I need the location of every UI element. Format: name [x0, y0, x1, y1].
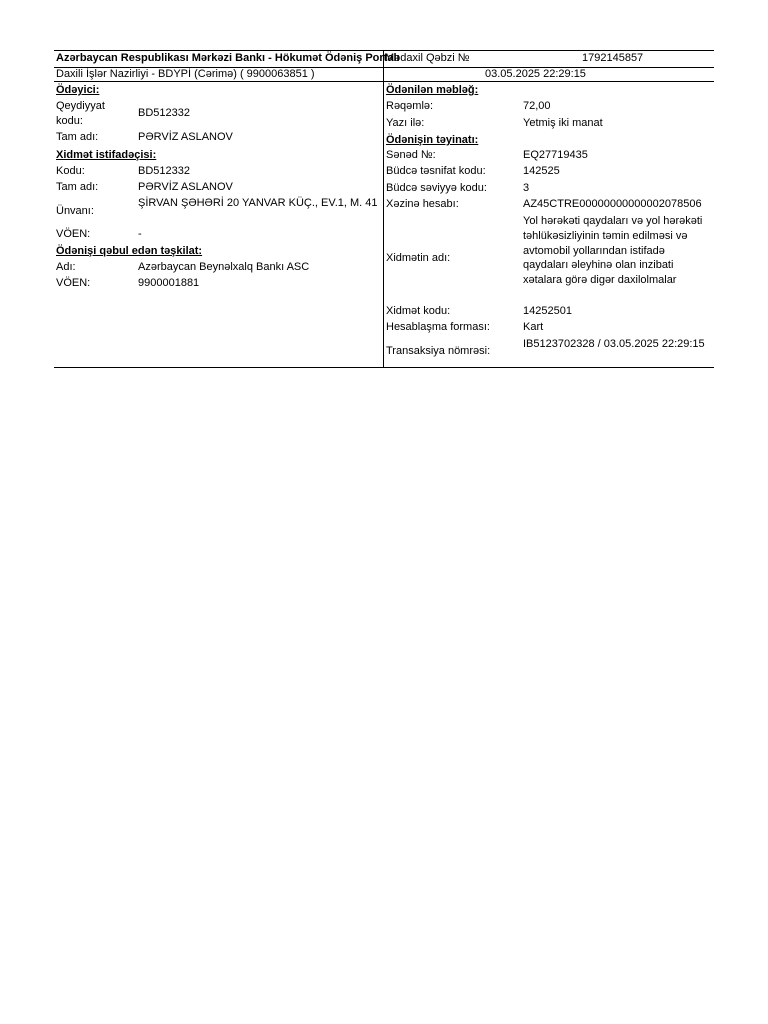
receiving-org-name-value: Azərbaycan Beynəlxalq Bankı ASC	[138, 261, 310, 273]
service-user-voen-label: VÖEN:	[56, 228, 91, 240]
address-label: Ünvanı:	[56, 205, 94, 217]
settlement-form-label: Hesablaşma forması:	[386, 321, 490, 333]
receipt-number: 1792145857	[582, 52, 644, 64]
budget-level-label: Büdcə səviyyə kodu:	[386, 182, 487, 194]
payer-reg-code-value: BD512332	[138, 107, 190, 119]
payer-heading: Ödəyici:	[56, 84, 100, 96]
service-code-label: Xidmət kodu:	[386, 305, 451, 317]
budget-class-value: 142525	[523, 165, 560, 177]
service-code-value: 14252501	[523, 305, 572, 317]
amount-words-value: Yetmiş iki manat	[523, 117, 603, 129]
budget-class-label: Büdcə təsnifat kodu:	[386, 165, 486, 177]
settlement-form-value: Kart	[523, 321, 544, 333]
section-divider	[54, 81, 714, 82]
receipt-label: Mədaxil Qəbzi №	[385, 52, 470, 64]
transaction-number-label: Transaksiya nömrəsi:	[386, 345, 491, 357]
service-user-name-value: PƏRVİZ ASLANOV	[138, 181, 233, 193]
amount-digits-label: Rəqəmlə:	[386, 100, 434, 112]
header-column-divider-2	[383, 67, 384, 81]
amount-digits-value: 72,00	[523, 100, 551, 112]
payer-reg-code-label: Qeydiyyat kodu:	[56, 100, 105, 127]
bank-title: Azərbaycan Respublikası Mərkəzi Bankı - Hökumət Ödəniş Portalı	[56, 52, 400, 64]
budget-level-value: 3	[523, 182, 530, 194]
service-name-value: Yol hərəkəti qaydaları və yol hərəkəti təhlükəsizliyinin təmin edilməsi və avtomobil yollarından istifadə qaydaları əleyhinə olan inzibati xətalara görə digər daxilolmalar	[523, 215, 703, 287]
receiving-org-voen-value: 9900001881	[138, 277, 200, 289]
top-border	[54, 50, 714, 51]
document-number-label: Sənəd №:	[386, 149, 436, 161]
payer-name-label: Tam adı:	[56, 131, 99, 143]
amount-heading: Ödənilən məbləğ:	[386, 84, 479, 96]
service-user-name-label: Tam adı:	[56, 181, 99, 193]
service-user-code-label: Kodu:	[56, 165, 85, 177]
payer-name-value: PƏRVİZ ASLANOV	[138, 131, 233, 143]
receipt-datetime: 03.05.2025 22:29:15	[485, 68, 586, 80]
treasury-account-label: Xəzinə hesabı:	[386, 198, 459, 210]
receiving-org-name-label: Adı:	[56, 261, 76, 273]
transaction-number-value: IB5123702328 / 03.05.2025 22:29:15	[523, 338, 705, 350]
document-number-value: EQ27719435	[523, 149, 588, 161]
amount-words-label: Yazı ilə:	[386, 117, 425, 129]
payee-line: Daxili İşlər Nazirliyi - BDYPİ (Cərimə) ( 9900063851 )	[56, 68, 315, 80]
service-user-code-value: BD512332	[138, 165, 190, 177]
treasury-account-value: AZ45CTRE00000000000002078506	[523, 198, 702, 210]
service-user-voen-value: -	[138, 228, 142, 240]
service-user-heading: Xidmət istifadəçisi:	[56, 149, 157, 161]
body-column-divider	[383, 81, 384, 367]
receiving-org-voen-label: VÖEN:	[56, 277, 91, 289]
bottom-border	[54, 367, 714, 368]
receiving-org-heading: Ödənişi qəbul edən təşkilat:	[56, 245, 203, 257]
service-name-label: Xidmətin adı:	[386, 252, 451, 264]
address-value: ŞİRVAN ŞƏHƏRİ 20 YANVAR KÜÇ., EV.1, M. 41	[138, 197, 378, 209]
purpose-heading: Ödənişin təyinatı:	[386, 134, 479, 146]
